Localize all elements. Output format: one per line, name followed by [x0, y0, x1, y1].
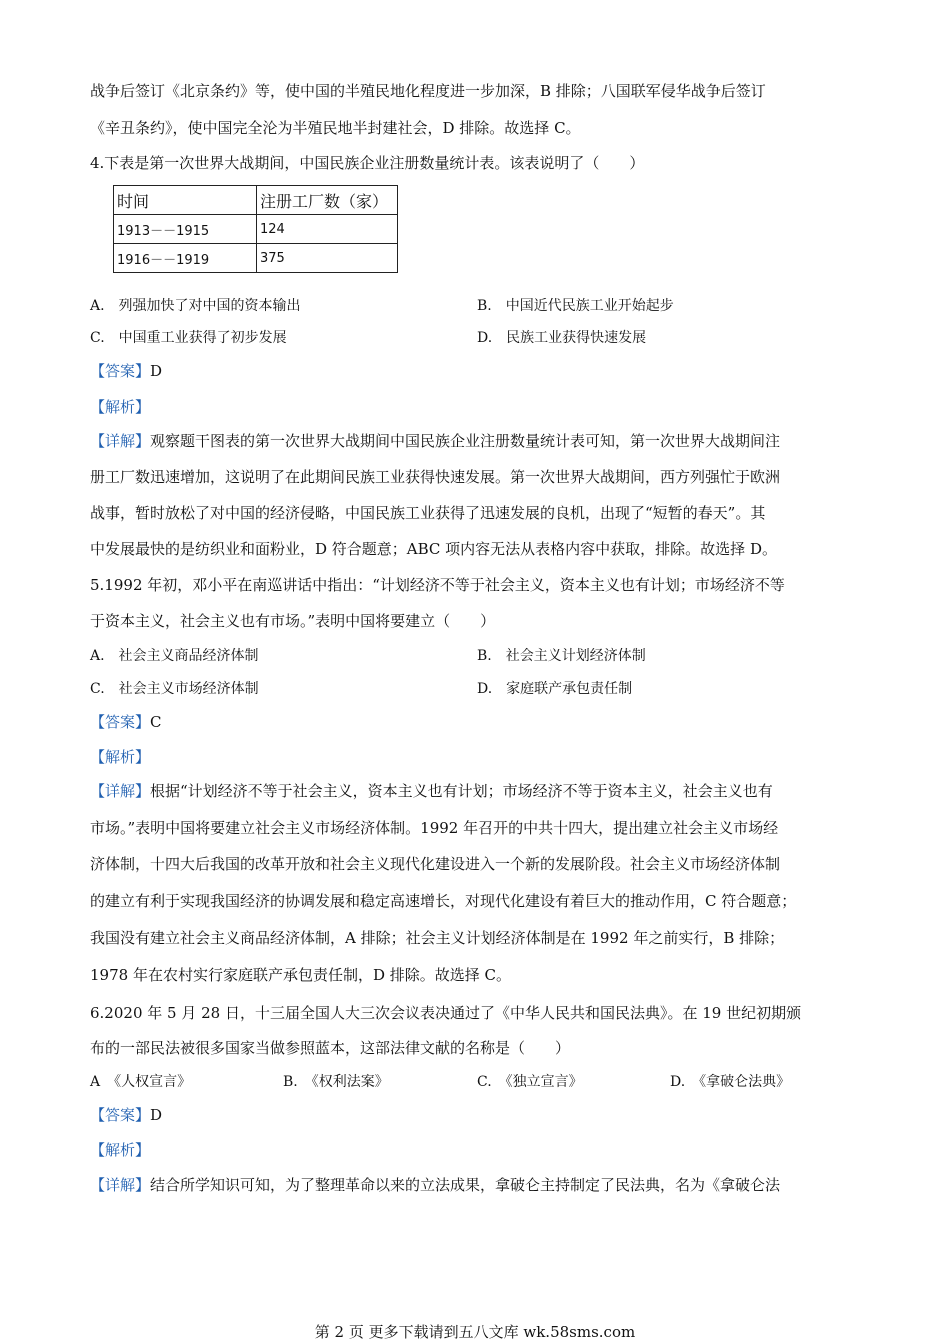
- detail-line: 济体制，十四大后我国的改革开放和社会主义现代化建设进入一个新的发展阶段。社会主义市场经济体制: [90, 855, 781, 873]
- table-cell: 1916－－1919: [114, 244, 257, 273]
- detail-line: 我国没有建立社会主义商品经济体制，A 排除；社会主义计划经济体制是在 1992 年之前实行，B 排除；: [90, 929, 785, 947]
- option-a: A. 社会主义商品经济体制: [90, 648, 259, 664]
- detail-line: 市场。”表明中国将要建立社会主义市场经济体制。1992 年召开的中共十四大，提出建立社会主义市场经: [90, 819, 779, 837]
- option-b: B. 中国近代民族工业开始起步: [477, 298, 674, 314]
- option-d: D. 《拿破仑法典》: [670, 1074, 791, 1090]
- answer-value: D: [150, 362, 163, 380]
- option-d: D. 民族工业获得快速发展: [477, 330, 647, 346]
- detail-line: 册工厂数迅速增加，这说明了在此期间民族工业获得快速发展。第一次世界大战期间，西方列强忙于欧洲: [90, 468, 781, 486]
- answer-label: 【答案】: [90, 713, 151, 731]
- answer-line: [90, 1104, 162, 1126]
- table-cell: 375: [257, 244, 398, 273]
- detail-line: 【详解】观察题干图表的第一次世界大战期间中国民族企业注册数量统计表可知，第一次世界大战期间注: [90, 432, 781, 450]
- detail-line: 【详解】结合所学知识可知，为了整理革命以来的立法成果，拿破仑主持制定了民法典，名为《拿破仑法: [90, 1176, 781, 1194]
- option-b: B. 社会主义计划经济体制: [477, 648, 646, 664]
- option-d: D. 家庭联产承包责任制: [477, 681, 633, 697]
- question-5-stem: 于资本主义，社会主义也有市场。”表明中国将要建立（ ）: [90, 612, 496, 630]
- question-5-stem: 5.1992 年初，邓小平在南巡讲话中指出：“计划经济不等于社会主义，资本主义也有计划；市场经济不等: [90, 576, 785, 594]
- answer-label: 【答案】: [90, 1106, 151, 1124]
- detail-line: 战事，暂时放松了对中国的经济侵略，中国民族工业获得了迅速发展的良机，出现了“短暂的春天”。其: [90, 504, 766, 522]
- table-cell: 1913－－1915: [114, 215, 257, 244]
- table-cell: 124: [257, 215, 398, 244]
- text-line: 《辛丑条约》，使中国完全沦为半殖民地半封建社会，D 排除。故选择 C。: [90, 119, 581, 137]
- detail-label: 【详解】: [90, 1176, 151, 1194]
- option-a: A 《人权宣言》: [90, 1074, 192, 1090]
- question-4-stem: 4.下表是第一次世界大战期间，中国民族企业注册数量统计表。该表说明了（ ）: [90, 154, 645, 172]
- question-6-stem: 6.2020 年 5 月 28 日，十三届全国人大三次会议表决通过了《中华人民共和国民法典》。在 19 世纪初期颁: [90, 1004, 802, 1022]
- detail-label: 【详解】: [90, 432, 151, 450]
- table-header-row: [114, 186, 398, 215]
- detail-line: 1978 年在农村实行家庭联产承包责任制，D 排除。故选择 C。: [90, 966, 511, 984]
- analysis-label: 【解析】: [90, 398, 151, 416]
- answer-label: 【答案】: [90, 362, 151, 380]
- detail-line: 【详解】根据“计划经济不等于社会主义，资本主义也有计划；市场经济不等于资本主义，社会主义也有: [90, 782, 773, 800]
- table-header-cell: 注册工厂数（家）: [257, 186, 398, 215]
- question-6-stem: 布的一部民法被很多国家当做参照蓝本，这部法律文献的名称是（ ）: [90, 1039, 571, 1057]
- answer-value: D: [150, 1106, 163, 1124]
- answer-line: [90, 711, 162, 733]
- table-row: [114, 244, 398, 273]
- answer-line: [90, 360, 162, 382]
- option-b: B. 《权利法案》: [283, 1074, 389, 1090]
- table-row: [114, 215, 398, 244]
- text-line: 战争后签订《北京条约》等，使中国的半殖民地化程度进一步加深，B 排除；八国联军侵华战争后签订: [90, 82, 766, 100]
- page-footer: 第 2 页 更多下载请到五八文库 wk.58sms.com: [314, 1323, 636, 1341]
- analysis-label: 【解析】: [90, 748, 151, 766]
- detail-label: 【详解】: [90, 782, 151, 800]
- option-a: A. 列强加快了对中国的资本输出: [90, 298, 301, 314]
- option-c: C. 中国重工业获得了初步发展: [90, 330, 287, 346]
- analysis-label: 【解析】: [90, 1141, 151, 1159]
- option-c: C. 社会主义市场经济体制: [90, 681, 259, 697]
- answer-value: C: [150, 713, 162, 731]
- detail-line: 的建立有利于实现我国经济的协调发展和稳定高速增长，对现代化建设有着巨大的推动作用，C 符合题意；: [90, 892, 797, 910]
- table-header-cell: 时间: [114, 186, 257, 215]
- detail-line: 中发展最快的是纺织业和面粉业，D 符合题意；ABC 项内容无法从表格内容中获取，排除。故选择 D。: [90, 540, 777, 558]
- option-c: C. 《独立宣言》: [477, 1074, 583, 1090]
- enterprise-registration-table: [113, 185, 398, 273]
